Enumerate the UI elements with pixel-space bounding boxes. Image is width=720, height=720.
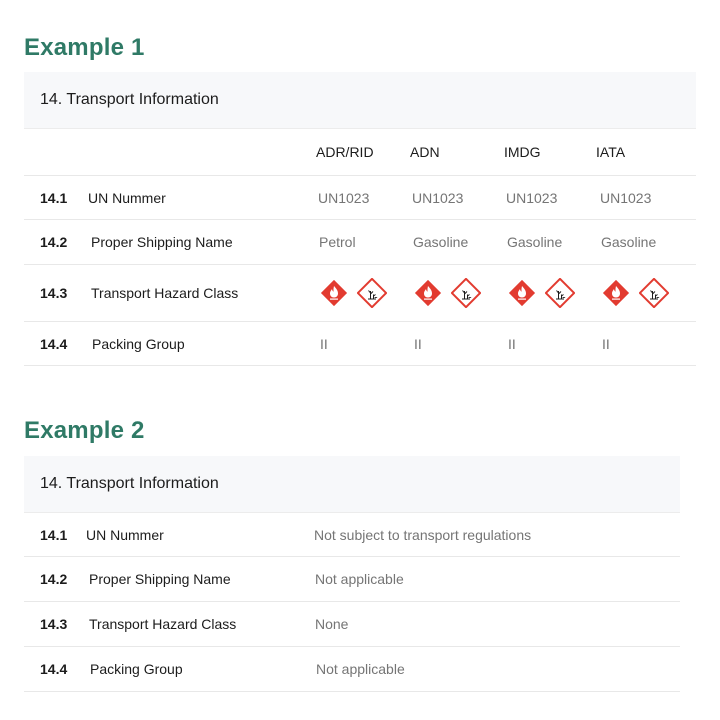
table-row: [24, 265, 696, 322]
table-row: [24, 647, 680, 692]
example-2-card-header: 14. Transport Information: [24, 456, 680, 513]
example-1-title: Example 1: [24, 34, 145, 61]
col-adn: ADN: [410, 144, 440, 160]
pictograms-adn: [413, 278, 481, 308]
cell-value: II: [602, 335, 610, 352]
row-number: 14.3: [40, 285, 68, 301]
row-label: Proper Shipping Name: [89, 571, 231, 587]
cell-value: Not applicable: [315, 571, 404, 587]
row-label: UN Nummer: [88, 189, 166, 206]
cell-value: II: [414, 335, 422, 352]
cell-value: UN1023: [412, 189, 464, 206]
pictograms-imdg: [507, 278, 575, 308]
row-number: 14.4: [40, 335, 68, 352]
pictograms-adr-rid: [319, 278, 387, 308]
flammable-icon: [413, 278, 443, 308]
table-row: [24, 322, 696, 366]
cell-value: UN1023: [318, 189, 370, 206]
table-row: [24, 557, 680, 602]
cell-value: Petrol: [319, 234, 356, 250]
cell-value: II: [320, 335, 328, 352]
cell-value: None: [315, 616, 349, 632]
pictograms-iata: [601, 278, 669, 308]
table-row: [24, 602, 680, 647]
cell-value: Not applicable: [316, 661, 405, 677]
row-number: 14.2: [40, 571, 68, 587]
example-1-card-header: 14. Transport Information: [24, 72, 696, 129]
cell-value: UN1023: [506, 189, 558, 206]
row-label: Transport Hazard Class: [91, 285, 239, 301]
flammable-icon: [319, 278, 349, 308]
environment-icon: [451, 278, 481, 308]
col-imdg: IMDG: [504, 144, 541, 160]
table-row: [24, 220, 696, 265]
row-label: Transport Hazard Class: [89, 616, 237, 632]
environment-icon: [545, 278, 575, 308]
flammable-icon: [507, 278, 537, 308]
flammable-icon: [601, 278, 631, 308]
row-number: 14.4: [40, 661, 68, 677]
row-label: Packing Group: [90, 661, 183, 677]
example-1-column-header-row: [24, 129, 696, 176]
example-2-section: [24, 417, 680, 692]
example-2-title: Example 2: [24, 417, 145, 444]
row-label: Packing Group: [92, 335, 185, 352]
example-2-card: [24, 456, 680, 692]
cell-value: Gasoline: [601, 234, 657, 250]
row-number: 14.2: [40, 234, 68, 250]
table-row: [24, 513, 680, 557]
cell-value: Gasoline: [507, 234, 563, 250]
row-number: 14.3: [40, 616, 68, 632]
table-row: [24, 176, 696, 220]
cell-value: II: [508, 335, 516, 352]
cell-value: Not subject to transport regulations: [314, 526, 532, 543]
environment-icon: [357, 278, 387, 308]
cell-value: UN1023: [600, 189, 652, 206]
example-1-card: [24, 72, 696, 366]
environment-icon: [639, 278, 669, 308]
row-label: UN Nummer: [86, 526, 164, 543]
col-iata: IATA: [596, 144, 626, 160]
example-1-section: [24, 34, 696, 366]
col-adr-rid: ADR/RID: [316, 144, 374, 160]
row-number: 14.1: [40, 189, 68, 206]
row-label: Proper Shipping Name: [91, 234, 233, 250]
cell-value: Gasoline: [413, 234, 469, 250]
row-number: 14.1: [40, 526, 68, 543]
